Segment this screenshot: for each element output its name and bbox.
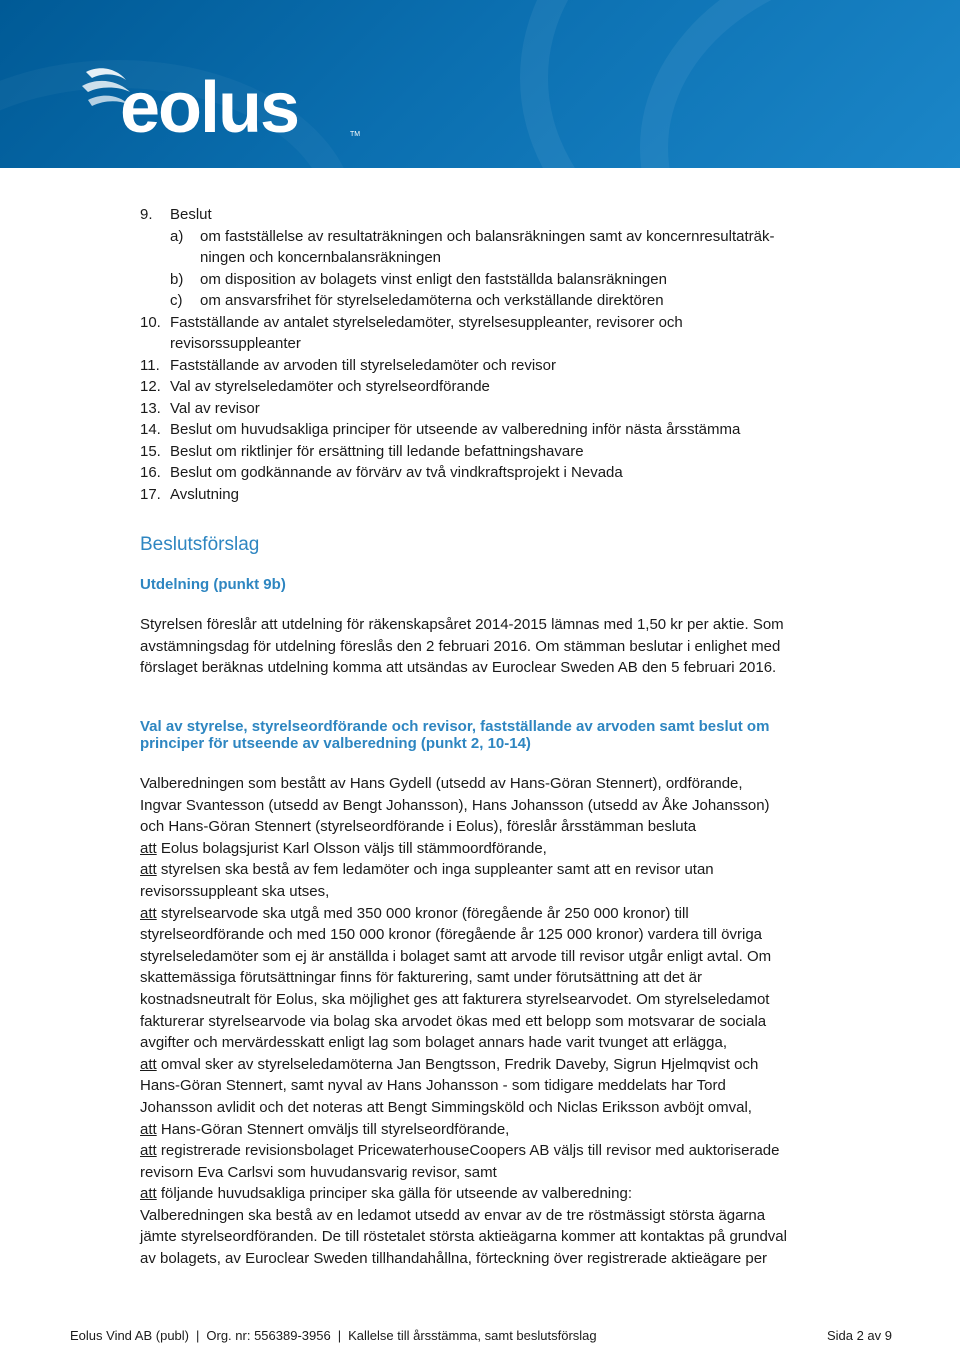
agenda-number: 9. bbox=[140, 206, 153, 223]
footer-doc-title: Kallelse till årsstämma, samt beslutsförslag bbox=[348, 1328, 597, 1343]
agenda-number: 15. bbox=[140, 442, 161, 460]
agenda-item bbox=[140, 441, 880, 463]
footer-separator: | bbox=[196, 1328, 200, 1343]
line-text: Hans-Göran Stennert omväljs till styrelseordförande, bbox=[156, 1120, 510, 1138]
line-text: avgifter och mervärdesskatt enligt lag som bolaget annars hade varit tvunget att erlägga, bbox=[140, 1034, 727, 1052]
line-text: registrerade revisionsbolaget PricewaterhouseCoopers AB väljs till revisor med auktoriserade bbox=[156, 1142, 780, 1160]
header-band bbox=[0, 0, 960, 168]
footer-separator: | bbox=[337, 1328, 342, 1343]
paragraph-line bbox=[140, 816, 900, 838]
agenda-item bbox=[140, 312, 880, 334]
line-text: omval sker av styrelseledamöterna Jan Bengtsson, Fredrik Daveby, Sigrun Hjelmqvist och bbox=[156, 1055, 759, 1073]
agenda-number: 14. bbox=[140, 421, 161, 438]
trademark-mark: TM bbox=[350, 131, 361, 138]
line-text: och Hans-Göran Stennert (styrelseordförande i Eolus), föreslår årsstämman besluta bbox=[140, 818, 697, 836]
agenda-text: Avslutning bbox=[170, 485, 239, 503]
agenda-text: Beslut om huvudsakliga principer för utseende av valberedning inför nästa årsstämma bbox=[170, 421, 741, 438]
paragraph-line bbox=[140, 1032, 900, 1054]
paragraph-line bbox=[140, 1119, 900, 1141]
agenda-item bbox=[140, 204, 880, 226]
paragraph-line bbox=[140, 773, 900, 795]
footer-company: Eolus Vind AB (publ) bbox=[70, 1328, 189, 1343]
agenda-item bbox=[140, 290, 880, 312]
agenda-item bbox=[140, 376, 880, 398]
agenda-item bbox=[140, 269, 880, 291]
page-footer bbox=[70, 1328, 892, 1343]
footer-left bbox=[70, 1328, 597, 1343]
agenda-text: ningen och koncernbalansräkningen bbox=[200, 249, 442, 266]
att-keyword: att bbox=[140, 1055, 157, 1073]
agenda-item bbox=[140, 355, 880, 377]
dividend-paragraph bbox=[140, 614, 900, 679]
agenda-text: Beslut bbox=[170, 206, 212, 223]
paragraph-line bbox=[140, 1054, 900, 1076]
agenda-number: 10. bbox=[140, 313, 161, 331]
agenda-number: 13. bbox=[140, 399, 161, 417]
line-text: revisorssuppleant ska utses, bbox=[140, 882, 330, 900]
agenda-text: revisorssuppleanter bbox=[170, 335, 301, 352]
paragraph-line bbox=[140, 838, 900, 860]
paragraph-line: avstämningsdag för utdelning föreslås den 2 februari 2016. Om stämman beslutar i enlighet med bbox=[140, 637, 781, 655]
paragraph-line: Styrelsen föreslår att utdelning för räkenskapsåret 2014-2015 lämnas med 1,50 kr per aktie. Som bbox=[140, 616, 784, 633]
agenda-item bbox=[140, 462, 880, 484]
line-text: Eolus bolagsjurist Karl Olsson väljs till stämmoordförande, bbox=[156, 839, 547, 857]
agenda-item bbox=[140, 333, 880, 355]
agenda-text: Val av revisor bbox=[170, 399, 260, 417]
line-text: revisorn Eva Carlsvi som huvudansvarig revisor, samt bbox=[140, 1163, 497, 1181]
line-text: Johansson avlidit och det noteras att Bengt Simmingsköld och Niclas Eriksson avböjt omval, bbox=[140, 1098, 752, 1116]
agenda-text: om disposition av bolagets vinst enligt den fastställda balansräkningen bbox=[200, 270, 667, 288]
paragraph-line bbox=[140, 1011, 900, 1033]
agenda-item bbox=[140, 419, 880, 441]
paragraph-line bbox=[140, 859, 900, 881]
agenda-text: Beslut om godkännande av förvärv av två vindkraftsprojekt i Nevada bbox=[170, 464, 623, 481]
line-text: jämte styrelseordföranden. De till röstetalet största aktieägarna kommer att kontaktas på grundval bbox=[140, 1228, 787, 1246]
line-text: av bolagets, av Euroclear Sweden tillhandahållna, förteckning över registrerade aktieägare per bbox=[140, 1250, 768, 1268]
paragraph-line bbox=[140, 989, 900, 1011]
line-text: styrelsen ska bestå av fem ledamöter och inga suppleanter samt att en revisor utan bbox=[156, 861, 714, 879]
heading-board-election bbox=[140, 718, 769, 752]
line-text: Ingvar Svantesson (utsedd av Bengt Johansson), Hans Johansson (utsedd av Åke Johansson) bbox=[140, 796, 770, 814]
paragraph-line bbox=[140, 1248, 900, 1270]
line-text: skattemässiga förutsättningar finns för fakturering, samt under förutsättning att det är bbox=[140, 969, 702, 987]
agenda-text: Fastställande av arvoden till styrelseledamöter och revisor bbox=[170, 356, 557, 374]
line-text: styrelseledamöter som ej är anställda i bolaget samt att arvode till revisor utgår enligt avtal. Om bbox=[140, 947, 772, 965]
paragraph-line bbox=[140, 1162, 900, 1184]
att-keyword: att bbox=[140, 1120, 157, 1138]
line-text: Valberedningen som bestått av Hans Gydell (utsedd av Hans-Göran Stennert), ordförande, bbox=[140, 775, 743, 792]
footer-page-number: Sida 2 av 9 bbox=[826, 1328, 892, 1343]
line-text: styrelsearvode ska utgå med 350 000 kronor (föregående år 250 000 kronor) till bbox=[156, 904, 689, 922]
agenda-list bbox=[140, 204, 880, 505]
line-text: Valberedningen ska bestå av en ledamot utsedd av envar av de tre röstmässigt största ägarna bbox=[140, 1206, 766, 1224]
line-text: styrelseordförande och med 150 000 kronor (föregående år 125 000 kronor) vardera till övriga bbox=[140, 926, 763, 944]
agenda-item bbox=[140, 484, 880, 506]
agenda-number: 11. bbox=[140, 356, 160, 374]
att-keyword: att bbox=[140, 1185, 157, 1203]
paragraph-line bbox=[140, 1183, 900, 1205]
agenda-text: Val av styrelseledamöter och styrelseordförande bbox=[170, 378, 490, 395]
logo-wordmark: eolus bbox=[120, 68, 299, 142]
att-keyword: att bbox=[140, 1142, 157, 1160]
agenda-item bbox=[140, 247, 880, 269]
agenda-number: 12. bbox=[140, 378, 161, 395]
footer-org-number: Org. nr: 556389-3956 bbox=[206, 1328, 331, 1343]
paragraph-line bbox=[140, 903, 900, 925]
line-text: Hans-Göran Stennert, samt nyval av Hans Johansson - som tidigare meddelats har Tord bbox=[140, 1077, 726, 1095]
paragraph-line bbox=[140, 1075, 900, 1097]
paragraph-line bbox=[140, 1097, 900, 1119]
paragraph-line bbox=[140, 946, 900, 968]
paragraph-line: förslaget beräknas utdelning komma att utsändas av Euroclear Sweden AB den 5 februari 2016. bbox=[140, 659, 777, 677]
agenda-text: om fastställelse av resultaträkningen och balansräkningen samt av koncernresultaträk- bbox=[200, 227, 775, 245]
line-text: kostnadsneutralt för Eolus, ska möjlighet ges att fakturera styrelsearvodet. Om styrelseledamot bbox=[140, 990, 770, 1008]
agenda-item bbox=[140, 226, 880, 248]
paragraph-line bbox=[140, 1140, 900, 1162]
agenda-item bbox=[140, 398, 880, 420]
paragraph-line bbox=[140, 924, 900, 946]
paragraph-line bbox=[140, 967, 900, 989]
heading-line: Val av styrelse, styrelseordförande och revisor, fastställande av arvoden samt beslut om bbox=[140, 718, 770, 735]
att-keyword: att bbox=[140, 861, 157, 879]
eolus-logo bbox=[82, 58, 362, 142]
agenda-number: a) bbox=[170, 227, 184, 245]
agenda-text: Beslut om riktlinjer för ersättning till ledande befattningshavare bbox=[170, 442, 584, 460]
att-keyword: att bbox=[140, 904, 157, 922]
agenda-text: om ansvarsfrihet för styrelseledamöterna och verkställande direktören bbox=[200, 292, 664, 309]
agenda-number: c) bbox=[170, 292, 183, 309]
agenda-text: Fastställande av antalet styrelseledamöter, styrelsesuppleanter, revisorer och bbox=[170, 313, 683, 331]
heading-dividend: Utdelning (punkt 9b) bbox=[140, 576, 286, 593]
line-text: fakturerar styrelsearvode via bolag ska arvodet ökas med ett belopp som motsvarar de sociala bbox=[140, 1012, 767, 1030]
att-keyword: att bbox=[140, 839, 157, 857]
paragraph-line bbox=[140, 881, 900, 903]
agenda-number: b) bbox=[170, 270, 184, 288]
board-proposal-paragraph bbox=[140, 773, 900, 1270]
agenda-number: 17. bbox=[140, 485, 161, 503]
agenda-number: 16. bbox=[140, 464, 161, 481]
paragraph-line bbox=[140, 1226, 900, 1248]
heading-line: principer för utseende av valberedning (punkt 2, 10-14) bbox=[140, 735, 531, 752]
paragraph-line bbox=[140, 795, 900, 817]
paragraph-line bbox=[140, 1205, 900, 1227]
section-heading-beslutsforslag: Beslutsförslag bbox=[140, 534, 260, 555]
line-text: följande huvudsakliga principer ska gälla för utseende av valberedning: bbox=[156, 1185, 632, 1203]
